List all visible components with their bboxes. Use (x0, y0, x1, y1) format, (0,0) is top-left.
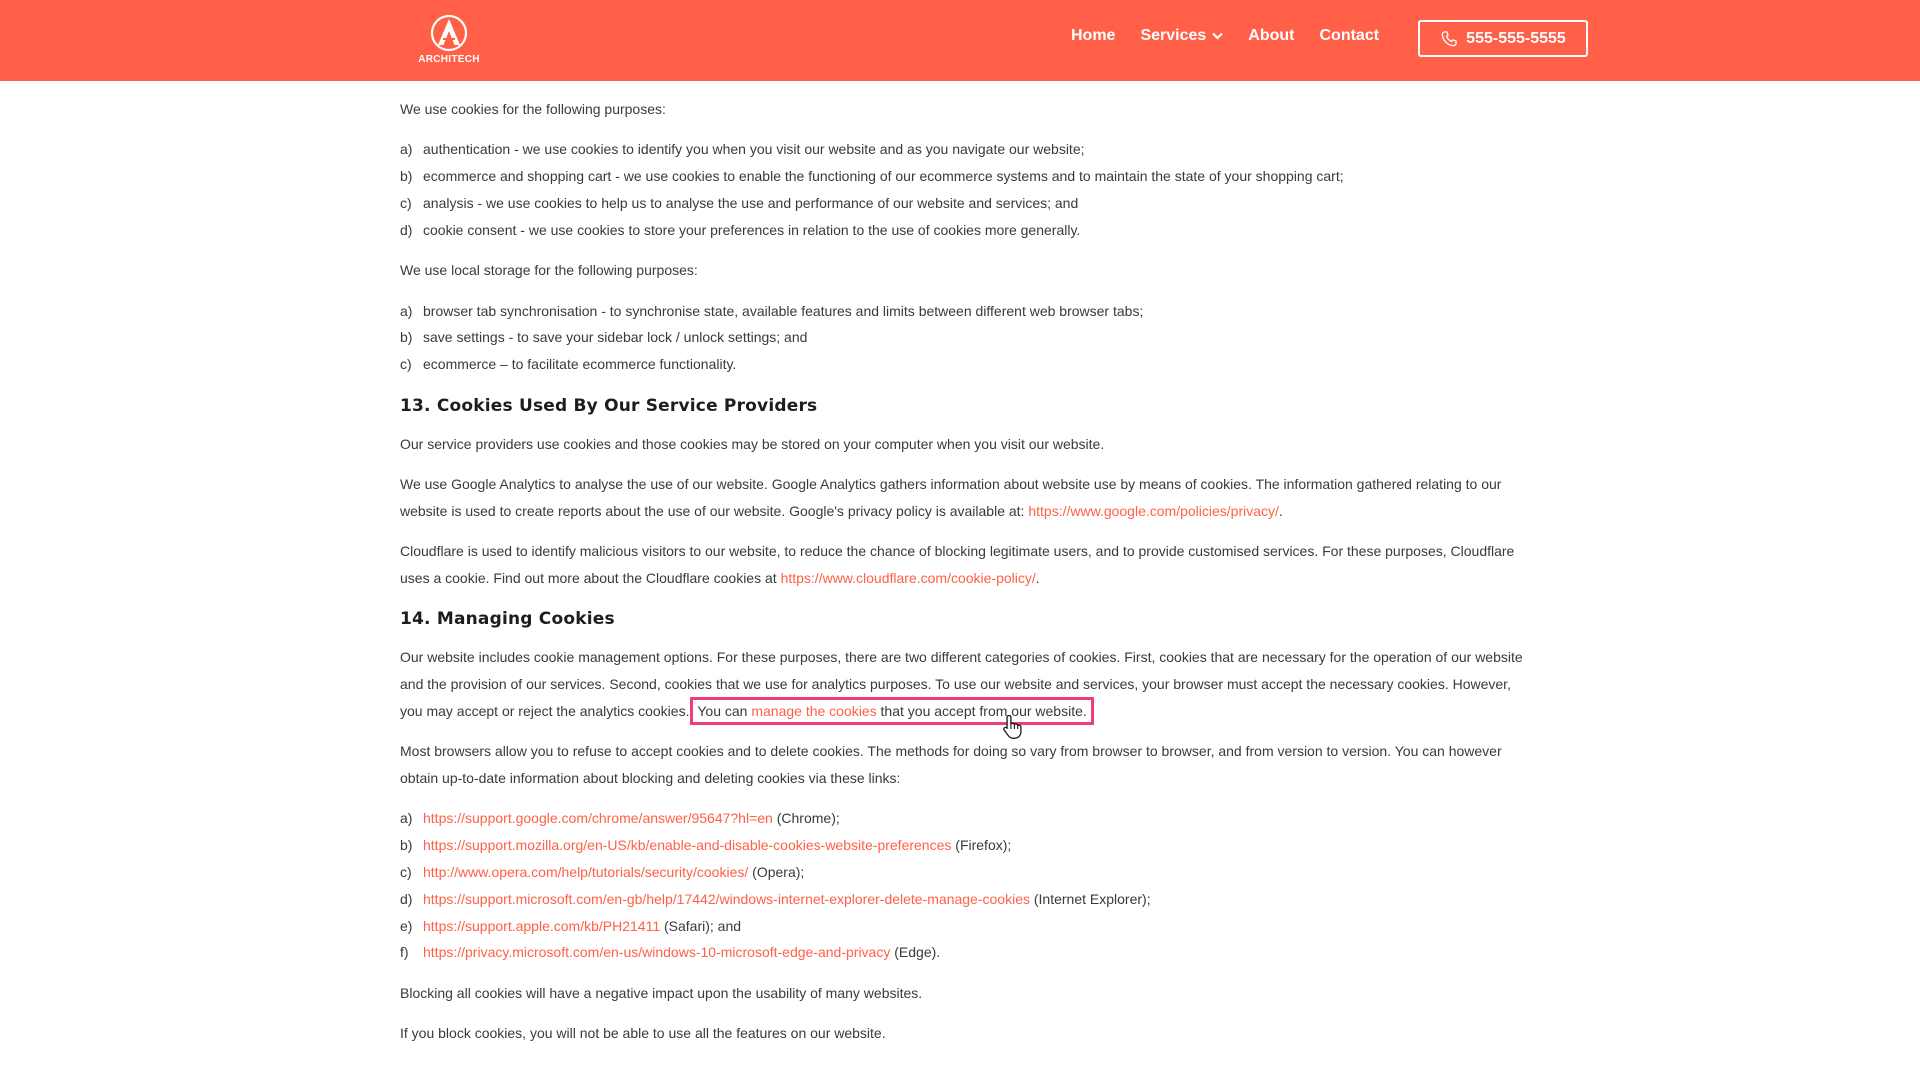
section-13-para-1: Our service providers use cookies and those cookies may be stored on your computer when you visit our website. (400, 435, 1105, 452)
list-item (400, 859, 1525, 886)
section-13-heading: 13. Cookies Used By Our Service Providers (400, 395, 818, 416)
list-marker: b) (400, 329, 413, 346)
opera-link[interactable]: http://www.opera.com/help/tutorials/security/cookies/ (423, 864, 749, 881)
para-text: Our website includes cookie management options. For these purposes, there are two different categories of cookies. First, cookies that are necessary for the operation of our website and the provision of our services. Second, cookies that we use for analytics purposes. To use our website and services, your browser must accept the necessary cookies. However, you may accept or reject the analytics cookies. (400, 649, 1523, 719)
list-suffix: (Safari); and (660, 917, 742, 934)
firefox-link[interactable]: https://support.mozilla.org/en-US/kb/enable-and-disable-cookies-website-preferences (423, 837, 952, 854)
para-text: Cloudflare is used to identify malicious visitors to our website, to reduce the chance of blocking legitimate users, and to provide customised services. For these purposes, Cloudflare uses a cookie. Find out more about the Cloudflare cookies at (400, 543, 1515, 586)
list-marker: c) (400, 864, 412, 881)
list-text: browser tab synchronisation - to synchronise state, available features and limits between different web browser tabs; (423, 302, 1144, 319)
architech-logo[interactable] (416, 14, 482, 70)
list-marker: f) (400, 944, 409, 961)
list-suffix: (Chrome); (772, 810, 840, 827)
list-text: authentication - we use cookies to identify you when you visit our website and as you navigate our website; (423, 141, 1085, 158)
section-13-para-3 (400, 538, 1525, 592)
list-item (400, 190, 1525, 217)
privacy-content (400, 96, 1525, 1061)
chrome-link[interactable]: https://support.google.com/chrome/answer/95647?hl=en (423, 810, 773, 827)
list-marker: c) (400, 194, 412, 211)
logo-mark-icon (430, 14, 468, 52)
chevron-down-icon (1212, 27, 1223, 45)
manage-cookies-highlight (690, 697, 1093, 725)
hand-cursor-icon (1002, 714, 1024, 740)
list-text: ecommerce and shopping cart - we use cookies to enable the functioning of our ecommerce systems and to maintain the state of your shopping cart; (423, 168, 1344, 185)
list-item (400, 163, 1525, 190)
ie-link[interactable]: https://support.microsoft.com/en-gb/help/17442/windows-internet-explorer-delete-manage-cookies (423, 890, 1030, 907)
section-14-para-3: Blocking all cookies will have a negative impact upon the usability of many websites. (400, 984, 923, 1001)
list-item (400, 298, 1525, 325)
nav-services[interactable] (1140, 27, 1223, 45)
list-item (400, 913, 1525, 940)
section-13-para-2 (400, 471, 1525, 525)
list-marker: a) (400, 810, 413, 827)
list-marker: c) (400, 356, 412, 373)
list-item (400, 324, 1525, 351)
list-item (400, 217, 1525, 244)
list-item (400, 939, 1525, 966)
edge-link[interactable]: https://privacy.microsoft.com/en-us/windows-10-microsoft-edge-and-privacy (423, 944, 891, 961)
site-header (0, 0, 1920, 81)
nav-services-label: Services (1140, 27, 1207, 44)
list-item (400, 136, 1525, 163)
section-14-heading: 14. Managing Cookies (400, 609, 615, 630)
cloudflare-cookie-link[interactable]: https://www.cloudflare.com/cookie-policy/ (780, 569, 1036, 586)
nav-home[interactable]: Home (1071, 27, 1116, 44)
list-marker: d) (400, 221, 413, 238)
para-end: . (1035, 569, 1040, 586)
list-text: cookie consent - we use cookies to store your preferences in relation to the use of cookies more generally. (423, 221, 1081, 238)
list-marker: d) (400, 890, 413, 907)
nav-about[interactable]: About (1248, 27, 1295, 44)
safari-link[interactable]: https://support.apple.com/kb/PH21411 (423, 917, 661, 934)
list-item (400, 351, 1525, 378)
list-suffix: (Opera); (748, 864, 805, 881)
list-item (400, 886, 1525, 913)
list-suffix: (Edge). (890, 944, 941, 961)
list-marker: a) (400, 141, 413, 158)
phone-number: 555-555-5555 (1466, 29, 1566, 47)
google-privacy-link[interactable]: https://www.google.com/policies/privacy/ (1028, 502, 1279, 519)
main-nav (1071, 27, 1404, 45)
logo-text: ARCHITECH (418, 54, 480, 65)
section-14-para-1 (400, 644, 1525, 724)
para-end: . (1278, 502, 1283, 519)
nav-contact[interactable]: Contact (1319, 27, 1380, 44)
list-item (400, 805, 1525, 832)
section-14-para-4: If you block cookies, you will not be able to use all the features on our website. (400, 1025, 886, 1042)
list-marker: e) (400, 917, 413, 934)
list-item (400, 832, 1525, 859)
manage-cookies-link[interactable]: manage the cookies (751, 702, 877, 719)
para-text: We use Google Analytics to analyse the use of our website. Google Analytics gathers information about website use by means of cookies. The information gathered relating to our website is used to create reports about the use of our website. Google's privacy policy is available at: (400, 475, 1502, 519)
phone-icon (1440, 30, 1458, 48)
list-text: save settings - to save your sidebar lock / unlock settings; and (423, 329, 808, 346)
cookies-intro: We use cookies for the following purposes: (400, 101, 666, 117)
list-marker: b) (400, 837, 413, 854)
list-suffix: (Internet Explorer); (1029, 890, 1151, 907)
list-marker: b) (400, 168, 413, 185)
list-text: analysis - we use cookies to help us to analyse the use and performance of our website and services; and (423, 194, 1079, 211)
list-suffix: (Firefox); (951, 837, 1012, 854)
local-storage-list (400, 298, 1525, 378)
section-14-para-2: Most browsers allow you to refuse to accept cookies and to delete cookies. The methods for doing so vary from browser to browser, and from version to version. You can however obtain up-to-date information about blocking and deleting cookies via these links: (400, 743, 1502, 787)
phone-button[interactable] (1418, 20, 1588, 57)
list-text: ecommerce – to facilitate ecommerce functionality. (423, 356, 737, 373)
highlight-post: that you accept from our website. (876, 702, 1087, 719)
cookies-purpose-list (400, 136, 1525, 243)
local-storage-intro: We use local storage for the following purposes: (400, 262, 698, 279)
browser-links-list (400, 805, 1525, 966)
highlight-pre: You can (697, 702, 752, 719)
list-marker: a) (400, 302, 413, 319)
